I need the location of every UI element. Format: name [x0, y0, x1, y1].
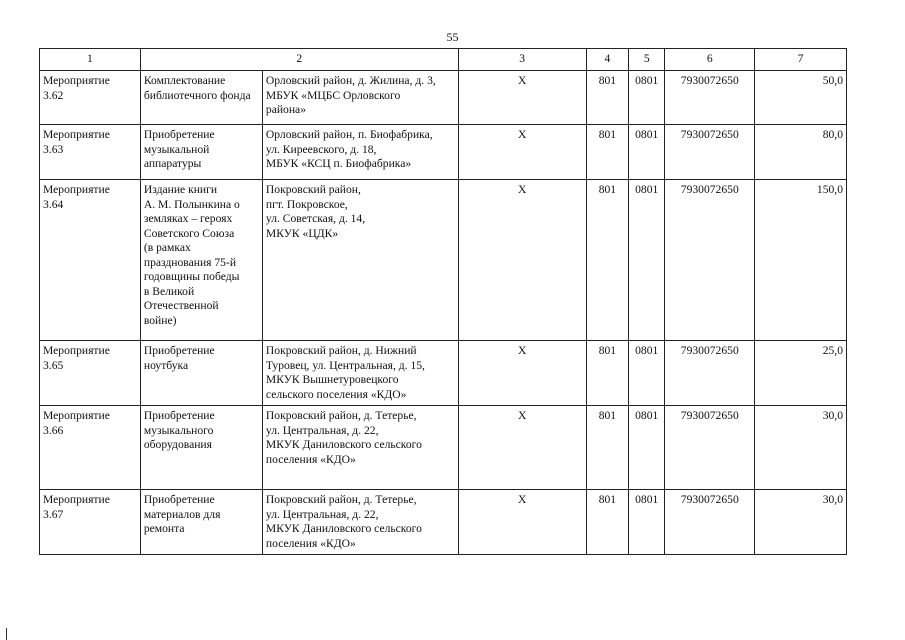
- event-cell: [40, 180, 141, 341]
- event-cell-line: 3.67: [43, 507, 64, 521]
- event-cell-line: 3.64: [43, 197, 64, 211]
- table-row: [40, 341, 847, 406]
- event-name-cell-line: Приобретение: [143, 128, 215, 141]
- address-cell-line: МКУК Даниловского сельского: [265, 522, 422, 535]
- event-cell: [40, 341, 141, 406]
- address-cell-line: ул. Советская, д. 14,: [265, 212, 366, 225]
- event-cell-line: Мероприятие: [43, 409, 110, 422]
- event-name-cell-line: Приобретение: [143, 493, 215, 506]
- header-cell-6: 6: [665, 49, 755, 71]
- event-cell-line: 3.63: [43, 142, 64, 156]
- header-cell-4: 4: [586, 49, 628, 71]
- address-cell-line: МБУК «КСЦ п. Биофабрика»: [265, 157, 412, 170]
- header-cell-1: 1: [40, 49, 141, 71]
- event-name-cell-line: Издание книги: [143, 183, 218, 196]
- col7-cell: 25,0: [755, 341, 847, 406]
- event-name-cell-line: празднования 75-й: [143, 255, 237, 269]
- address-cell: [262, 125, 458, 180]
- col3-cell: Х: [458, 341, 586, 406]
- col7-cell: 150,0: [755, 180, 847, 341]
- col5-cell: 0801: [629, 406, 665, 490]
- event-name-cell-line: Приобретение: [143, 344, 215, 357]
- address-cell-line: сельского поселения «КДО»: [265, 387, 407, 401]
- event-cell-line: Мероприятие: [43, 128, 110, 141]
- event-cell: [40, 71, 141, 125]
- address-cell-line: поселения «КДО»: [265, 452, 356, 466]
- address-cell: [262, 490, 458, 555]
- col6-cell: 7930072650: [665, 406, 755, 490]
- address-cell-line: Орловский район, п. Биофабрика,: [265, 128, 433, 141]
- event-cell-line: Мероприятие: [43, 183, 110, 196]
- table-row: [40, 71, 847, 125]
- event-name-cell-line: Советского Союза: [143, 226, 235, 240]
- col6-cell: 7930072650: [665, 490, 755, 555]
- event-name-cell-line: (в рамках: [143, 241, 191, 254]
- address-cell-line: ул. Центральная, д. 22,: [265, 507, 379, 521]
- address-cell-line: ул. Центральная, д. 22,: [265, 423, 379, 437]
- col4-cell: 801: [586, 71, 628, 125]
- address-cell-line: Покровский район, д. Нижний: [265, 344, 417, 357]
- event-cell: [40, 125, 141, 180]
- event-name-cell-line: войне): [143, 313, 177, 327]
- col7-cell: 30,0: [755, 406, 847, 490]
- event-name-cell-line: земляках – героях: [143, 212, 233, 225]
- col4-cell: 801: [586, 341, 628, 406]
- col6-cell: 7930072650: [665, 341, 755, 406]
- event-cell-line: 3.62: [43, 88, 64, 102]
- col6-cell: 7930072650: [665, 71, 755, 125]
- budget-table: [39, 48, 847, 555]
- col5-cell: 0801: [629, 180, 665, 341]
- col5-cell: 0801: [629, 125, 665, 180]
- table-header-row: [40, 49, 847, 71]
- table-row: [40, 180, 847, 341]
- event-name-cell-line: ремонта: [143, 522, 185, 535]
- address-cell-line: района»: [265, 103, 306, 116]
- event-name-cell-line: музыкальной: [143, 142, 210, 156]
- address-cell-line: МКУК «ЦДК»: [265, 226, 339, 240]
- address-cell-line: ул. Киреевского, д. 18,: [265, 142, 377, 156]
- event-name-cell-line: Отечественной: [143, 299, 219, 312]
- address-cell-line: Покровский район,: [265, 183, 361, 196]
- table-row: [40, 406, 847, 490]
- page-number: 55: [446, 30, 459, 44]
- address-cell: [262, 180, 458, 341]
- event-name-cell-line: Приобретение: [143, 409, 215, 422]
- header-cell-7: 7: [755, 49, 847, 71]
- col4-cell: 801: [586, 406, 628, 490]
- event-name-cell-line: А. М. Полынкина о: [143, 197, 240, 211]
- col3-cell: Х: [458, 71, 586, 125]
- address-cell-line: Покровский район, д. Тетерье,: [265, 409, 417, 422]
- address-cell-line: МКУК Вышнетуровецкого: [265, 373, 399, 386]
- event-name-cell-line: в Великой: [143, 284, 195, 298]
- col3-cell: Х: [458, 490, 586, 555]
- event-cell: [40, 406, 141, 490]
- event-cell-line: 3.65: [43, 358, 64, 372]
- event-name-cell: [140, 125, 262, 180]
- table-row: [40, 490, 847, 555]
- address-cell-line: Туровец, ул. Центральная, д. 15,: [265, 358, 425, 372]
- col4-cell: 801: [586, 180, 628, 341]
- table-row: [40, 125, 847, 180]
- col7-cell: 80,0: [755, 125, 847, 180]
- event-cell: [40, 490, 141, 555]
- event-name-cell: [140, 341, 262, 406]
- event-name-cell-line: Комплектование: [143, 74, 226, 87]
- address-cell-line: поселения «КДО»: [265, 536, 356, 550]
- col5-cell: 0801: [629, 490, 665, 555]
- event-name-cell: [140, 180, 262, 341]
- event-name-cell-line: аппаратуры: [143, 157, 202, 170]
- col5-cell: 0801: [629, 71, 665, 125]
- address-cell-line: Покровский район, д. Тетерье,: [265, 493, 417, 506]
- margin-mark: [6, 628, 7, 640]
- address-cell-line: МКУК Даниловского сельского: [265, 438, 422, 451]
- event-name-cell-line: ноутбука: [143, 358, 189, 372]
- event-name-cell-line: оборудования: [143, 438, 212, 451]
- col7-cell: 50,0: [755, 71, 847, 125]
- event-name-cell: [140, 406, 262, 490]
- event-name-cell-line: музыкального: [143, 423, 214, 437]
- event-name-cell-line: библиотечного фонда: [143, 88, 251, 102]
- col7-cell: 30,0: [755, 490, 847, 555]
- header-cell-5: 5: [629, 49, 665, 71]
- address-cell-line: пгт. Покровское,: [265, 197, 348, 211]
- event-name-cell: [140, 71, 262, 125]
- col3-cell: Х: [458, 406, 586, 490]
- col3-cell: Х: [458, 180, 586, 341]
- event-name-cell-line: годовщины победы: [143, 270, 240, 283]
- event-cell-line: 3.66: [43, 423, 64, 437]
- col4-cell: 801: [586, 490, 628, 555]
- address-cell-line: МБУК «МЦБС Орловского: [265, 88, 401, 102]
- address-cell: [262, 341, 458, 406]
- address-cell: [262, 71, 458, 125]
- header-cell-3: 3: [458, 49, 586, 71]
- col4-cell: 801: [586, 125, 628, 180]
- col6-cell: 7930072650: [665, 125, 755, 180]
- event-cell-line: Мероприятие: [43, 74, 110, 87]
- event-cell-line: Мероприятие: [43, 344, 110, 357]
- col5-cell: 0801: [629, 341, 665, 406]
- col6-cell: 7930072650: [665, 180, 755, 341]
- event-name-cell: [140, 490, 262, 555]
- header-cell-2: 2: [140, 49, 458, 71]
- col3-cell: Х: [458, 125, 586, 180]
- event-name-cell-line: материалов для: [143, 507, 221, 521]
- address-cell: [262, 406, 458, 490]
- event-cell-line: Мероприятие: [43, 493, 110, 506]
- address-cell-line: Орловский район, д. Жилина, д. 3,: [265, 74, 436, 87]
